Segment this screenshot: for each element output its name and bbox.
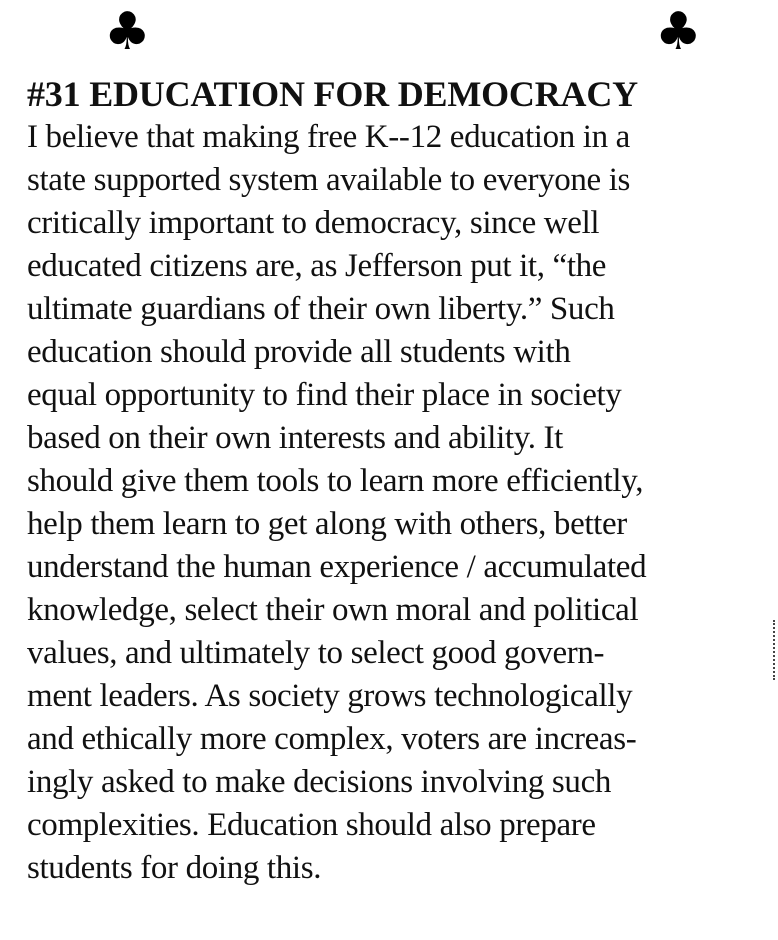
body-line: equal opportunity to find their place in society	[27, 377, 622, 413]
body-line: values, and ultimately to select good govern-	[27, 635, 605, 671]
body-line: educated citizens are, as Jefferson put it, “the	[27, 248, 607, 284]
body-line: critically important to democracy, since well	[27, 205, 600, 241]
body-line: ment leaders. As society grows technologically	[27, 678, 633, 714]
body-line: ingly asked to make decisions involving such	[27, 764, 612, 800]
body-line: and ethically more complex, voters are increas-	[27, 721, 637, 757]
document-body	[27, 116, 767, 890]
body-line: education should provide all students with	[27, 334, 571, 370]
body-line: understand the human experience / accumulated	[27, 549, 647, 585]
body-line: help them learn to get along with others, better	[27, 506, 627, 542]
club-icon: ♣	[104, 2, 151, 62]
body-line: knowledge, select their own moral and political	[27, 592, 639, 628]
body-line: should give them tools to learn more efficiently,	[27, 463, 644, 499]
body-line: ultimate guardians of their own liberty.” Such	[27, 291, 615, 327]
scan-edge-mark	[773, 620, 778, 680]
body-line: students for doing this.	[27, 850, 322, 886]
body-line: based on their own interests and ability. It	[27, 420, 563, 456]
document-title: #31 EDUCATION FOR DEMOCRACY	[27, 74, 638, 114]
body-line: complexities. Education should also prepare	[27, 807, 596, 843]
club-icon: ♣	[655, 2, 702, 62]
body-line: state supported system available to everyone is	[27, 162, 631, 198]
body-line: I believe that making free K--12 education in a	[27, 119, 630, 155]
